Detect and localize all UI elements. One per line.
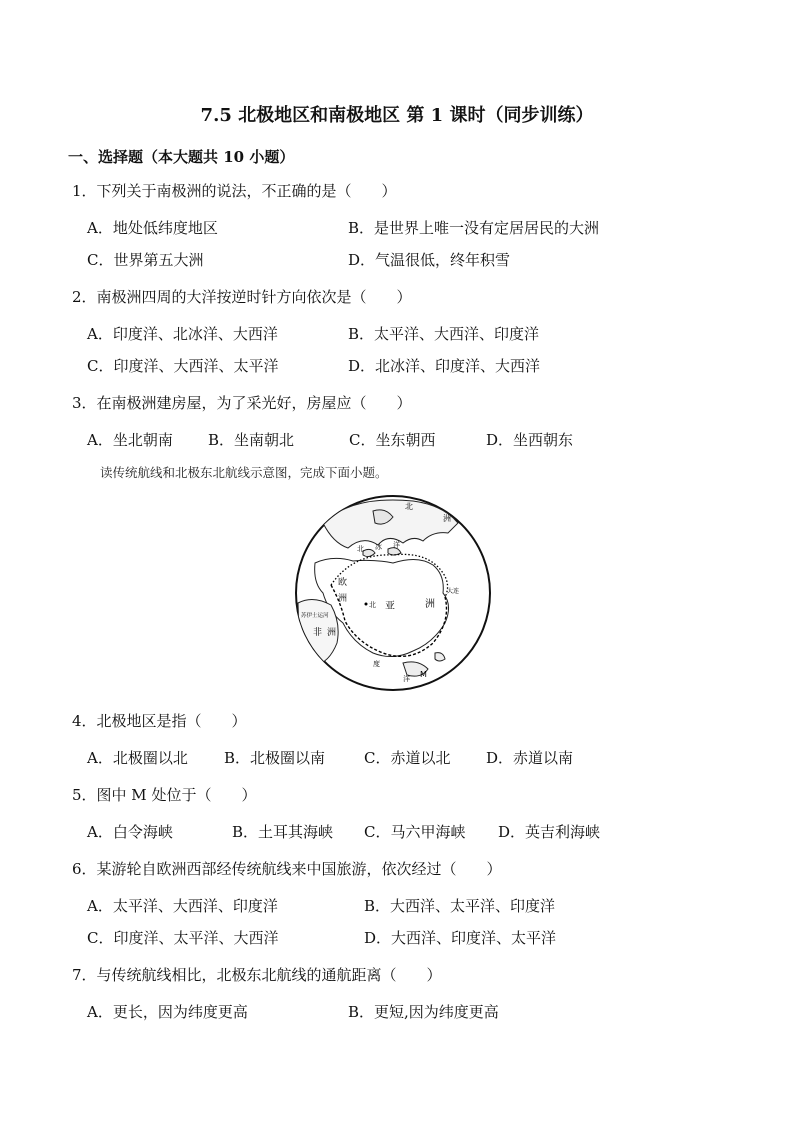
q2-option-d[interactable]: D．北冰洋、印度洋、大西洋 [348, 357, 541, 375]
question-5-stem: 5．图中 M 处位于（ ） [72, 786, 257, 804]
label-africa-1: 非 [313, 628, 323, 638]
question-3-stem: 3．在南极洲建房屋，为了采光好，房屋应（ ） [72, 394, 412, 412]
q5-option-d[interactable]: D．英吉利海峡 [498, 823, 601, 841]
q1-option-c[interactable]: C．世界第五大洲 [87, 251, 204, 269]
q2-option-a[interactable]: A．印度洋、北冰洋、大西洋 [87, 325, 278, 343]
question-4-stem: 4．北极地区是指（ ） [72, 712, 247, 730]
q2-option-b[interactable]: B．太平洋、大西洋、印度洋 [348, 325, 540, 343]
question-6-stem: 6．某游轮自欧洲西部经传统航线来中国旅游，依次经过（ ） [72, 860, 502, 878]
label-route-ocean-1: 度 [373, 660, 380, 668]
label-europe-1: 欧 [338, 578, 348, 588]
q5-option-c[interactable]: C．马六甲海峡 [364, 823, 466, 841]
page-title: 7.5 北极地区和南极地区 第 1 课时（同步训练） [200, 105, 594, 126]
label-arctic-1: 北 [357, 545, 364, 553]
question-7-stem: 7．与传统航线相比，北极东北航线的通航距离（ ） [72, 966, 442, 984]
beijing-dot [365, 603, 368, 606]
label-north-america-1: 北 [405, 502, 413, 511]
q7-option-a[interactable]: A．更长，因为纬度更高 [87, 1003, 248, 1021]
label-north-america-2: 洲 [443, 514, 451, 523]
map-caption: 读传统航线和北极东北航线示意图，完成下面小题。 [100, 465, 388, 480]
question-2-stem: 2．南极洲四周的大洋按逆时针方向依次是（ ） [72, 288, 412, 306]
label-marker-m: M [420, 670, 427, 679]
q2-option-c[interactable]: C．印度洋、大西洋、太平洋 [87, 357, 279, 375]
label-europe-2: 洲 [338, 594, 348, 604]
q1-option-b[interactable]: B．是世界上唯一没有定居居民的大洲 [348, 219, 600, 237]
q4-option-d[interactable]: D．赤道以南 [486, 749, 574, 767]
q3-option-a[interactable]: A．坐北朝南 [87, 431, 173, 449]
q3-option-d[interactable]: D．坐西朝东 [486, 431, 574, 449]
q5-option-b[interactable]: B．土耳其海峡 [232, 823, 334, 841]
q3-option-b[interactable]: B．坐南朝北 [208, 431, 295, 449]
q7-option-b[interactable]: B．更短,因为纬度更高 [348, 1003, 499, 1021]
q1-option-a[interactable]: A．地处低纬度地区 [87, 219, 218, 237]
q6-option-b[interactable]: B．大西洋、太平洋、印度洋 [364, 897, 556, 915]
q4-option-b[interactable]: B．北极圈以南 [224, 749, 326, 767]
question-1-stem: 1．下列关于南极洲的说法，不正确的是（ ） [72, 182, 397, 200]
q1-option-d[interactable]: D．气温很低，终年积雪 [348, 251, 511, 269]
label-arctic-2: 冰 [375, 543, 382, 551]
q3-option-c[interactable]: C．坐东朝西 [349, 431, 436, 449]
label-arctic-3: 洋 [393, 541, 400, 549]
label-africa-2: 洲 [327, 628, 337, 638]
label-dalian: 大连 [447, 588, 460, 595]
label-suez-canal: 苏伊士运河 [301, 613, 329, 619]
label-beijing: 北 [369, 601, 376, 609]
q5-option-a[interactable]: A．白令海峡 [87, 823, 173, 841]
q4-option-c[interactable]: C．赤道以北 [364, 749, 451, 767]
section-heading: 一、选择题（本大题共 10 小题） [68, 148, 295, 166]
q6-option-a[interactable]: A．太平洋、大西洋、印度洋 [87, 897, 278, 915]
label-asia-2: 洲 [425, 599, 435, 610]
label-asia-1: 亚 [385, 601, 395, 612]
q6-option-c[interactable]: C．印度洋、太平洋、大西洋 [87, 929, 279, 947]
q4-option-a[interactable]: A．北极圈以北 [87, 749, 188, 767]
arctic-route-map [293, 493, 493, 693]
q6-option-d[interactable]: D．大西洋、印度洋、太平洋 [364, 929, 557, 947]
label-route-ocean-2: 洋 [403, 675, 410, 683]
